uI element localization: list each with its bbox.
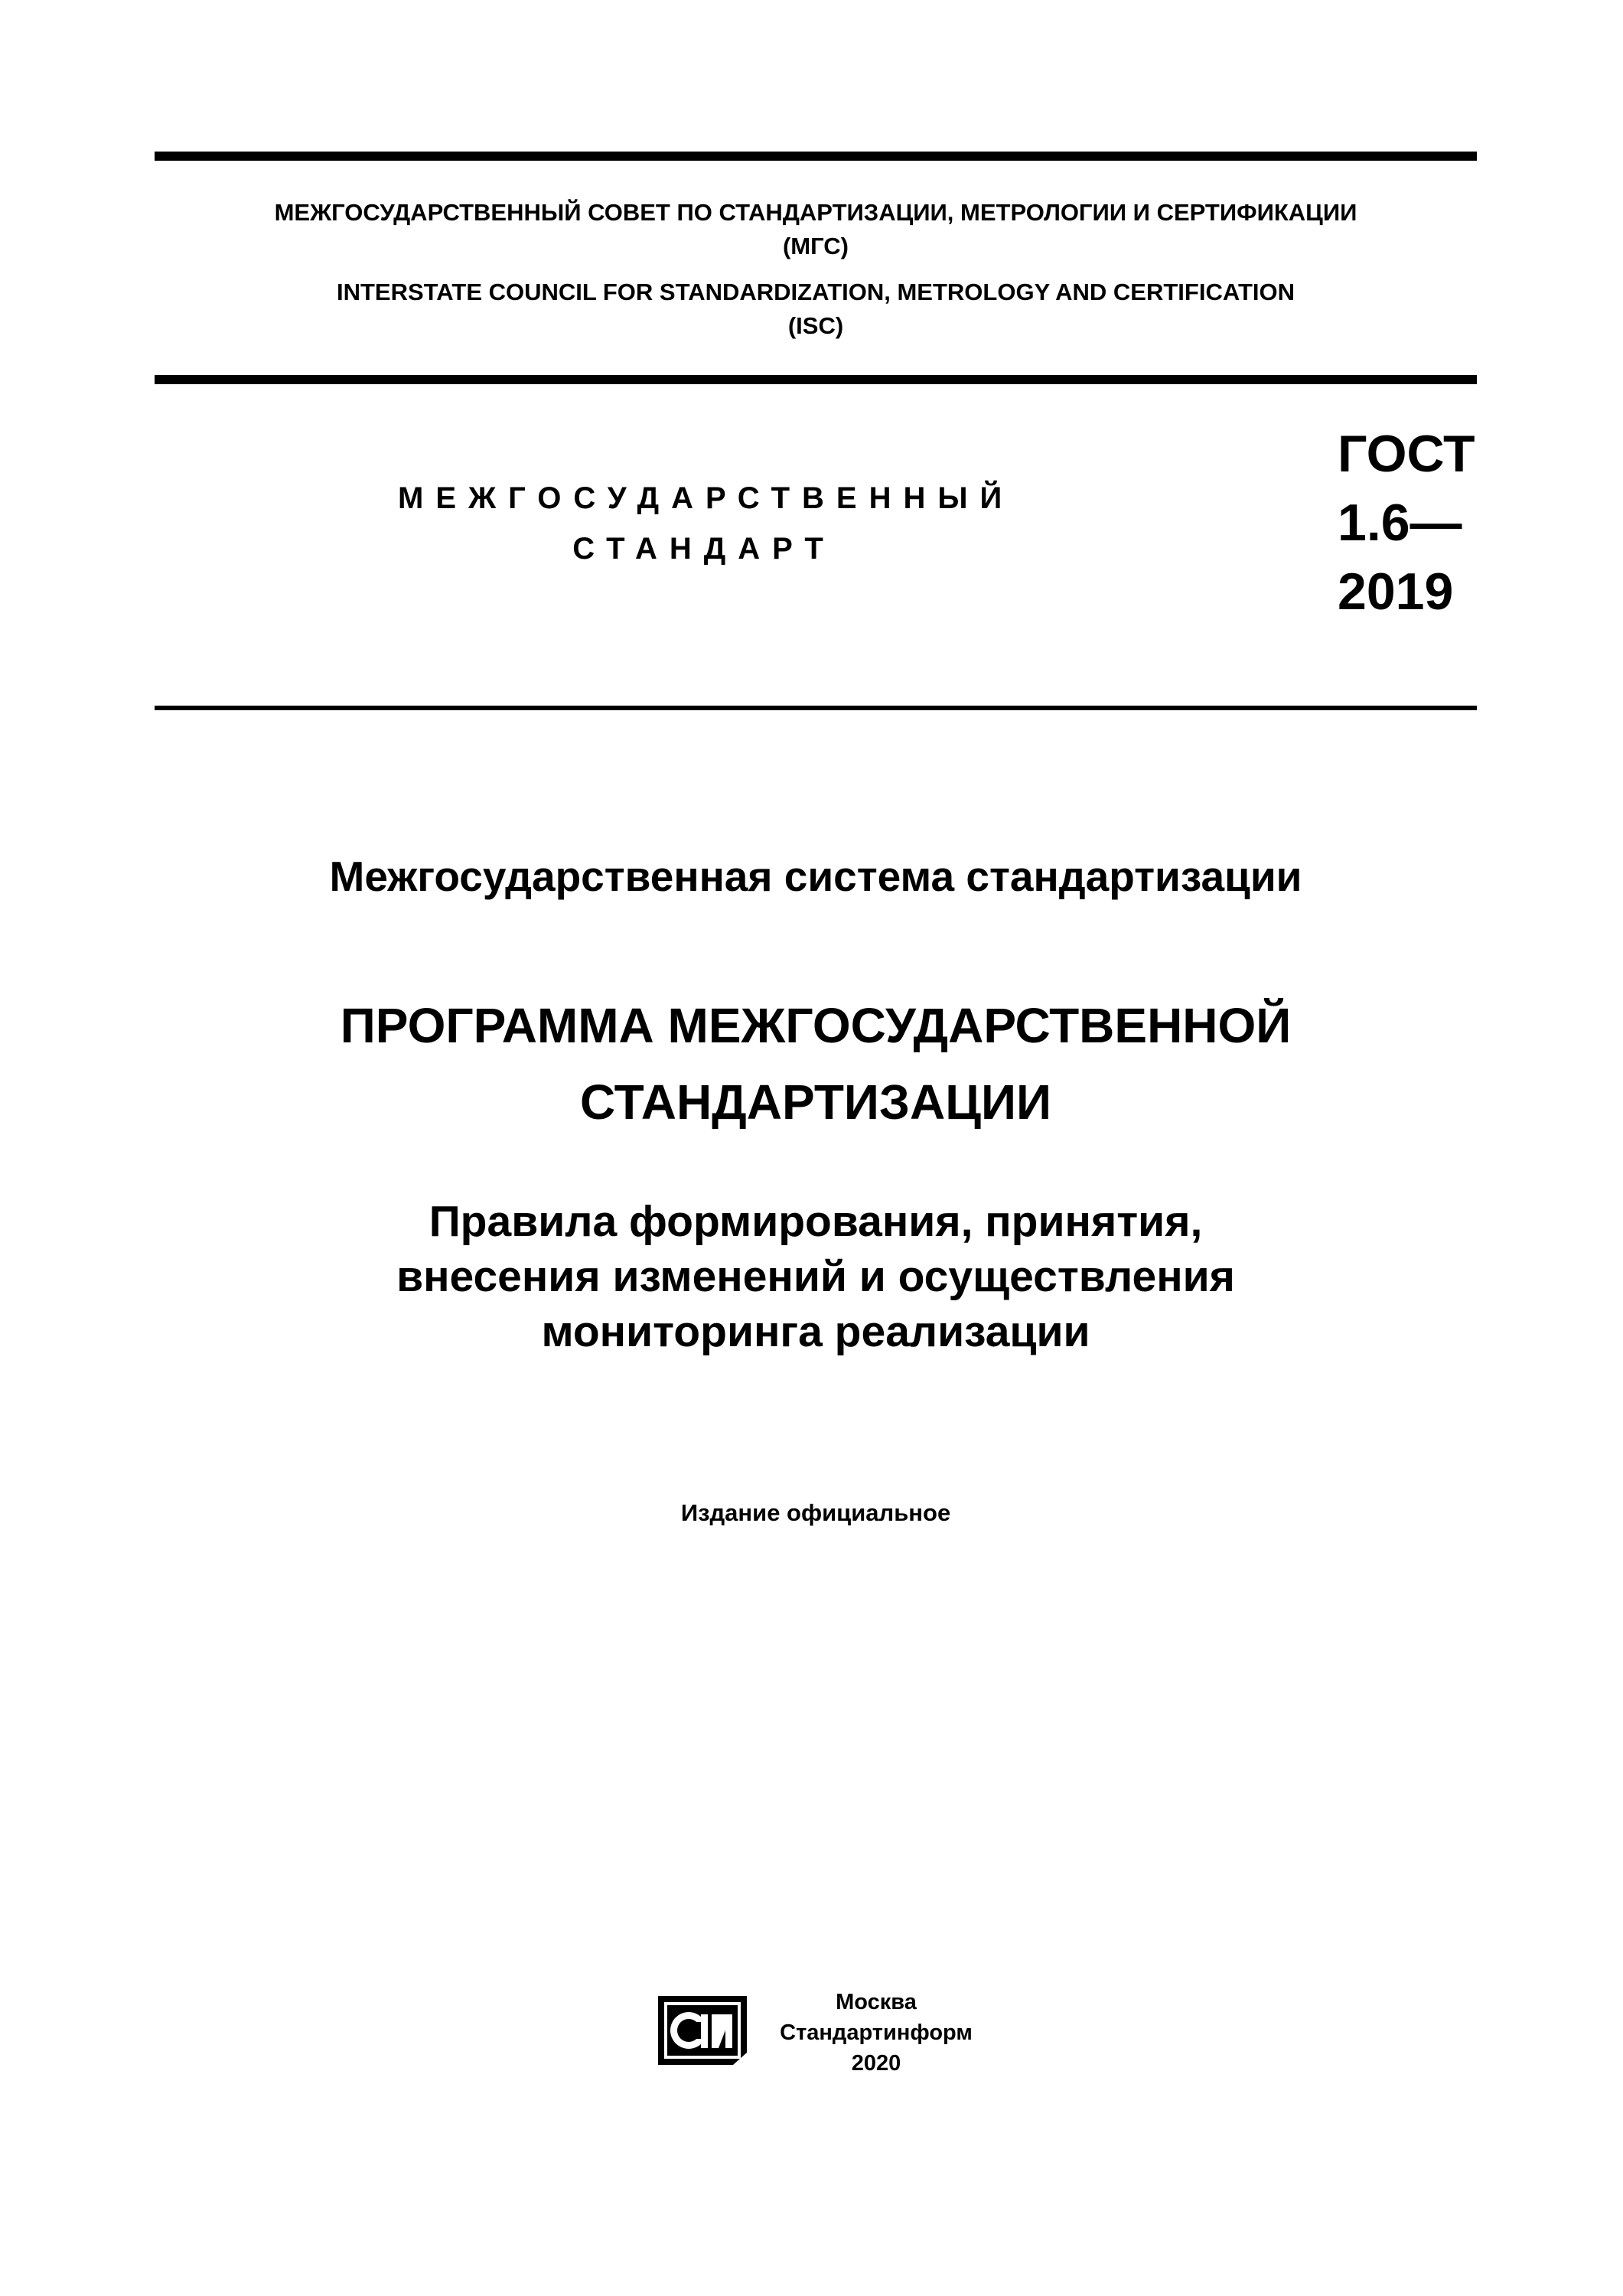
subtitle-line1: Правила формирования, принятия, (429, 1197, 1203, 1246)
standard-code (1338, 419, 1491, 626)
council-name-en (155, 276, 1477, 343)
document-title-line1: ПРОГРАММА МЕЖГОСУДАРСТВЕННОЙ (340, 998, 1292, 1053)
top-rule (155, 152, 1477, 161)
document-title (155, 987, 1477, 1140)
publisher-city: Москва (836, 1990, 917, 2014)
standard-code-number: 1.6— (1338, 494, 1462, 552)
system-title: Межгосударственная система стандартизации (329, 853, 1302, 900)
publisher-name: Стандартинформ (780, 2020, 973, 2045)
standard-code-prefix: ГОСТ (1338, 425, 1475, 483)
council-en-line: INTERSTATE COUNCIL FOR STANDARDIZATION, METROLOGY AND CERTIFICATION (336, 279, 1295, 305)
standard-code-year: 2019 (1338, 563, 1454, 621)
standard-kind-line2: СТАНДАРТ (572, 532, 836, 566)
standartinform-logo-icon (657, 1991, 748, 2071)
council-name-ru (155, 196, 1477, 263)
standard-kind (398, 473, 1015, 574)
publication-year: 2020 (851, 2051, 901, 2076)
publisher-info (754, 1987, 999, 2079)
council-ru-abbrev: (МГС) (782, 233, 849, 259)
subtitle-line2: внесения изменений и осуществления (396, 1252, 1235, 1301)
council-ru-line: МЕЖГОСУДАРСТВЕННЫЙ СОВЕТ ПО СТАНДАРТИЗАЦИИ, МЕТРОЛОГИИ И СЕРТИФИКАЦИИ (274, 199, 1357, 226)
lower-rule (155, 706, 1477, 710)
document-title-line2: СТАНДАРТИЗАЦИИ (580, 1075, 1051, 1130)
edition-note: Издание официальное (680, 1499, 951, 1526)
standard-kind-line1: МЕЖГОСУДАРСТВЕННЫЙ (398, 481, 1015, 515)
council-en-abbrev: (ISC) (787, 312, 844, 339)
middle-rule (155, 375, 1477, 384)
subtitle-line3: мониторинга реализации (541, 1307, 1090, 1356)
document-subtitle (155, 1194, 1477, 1359)
